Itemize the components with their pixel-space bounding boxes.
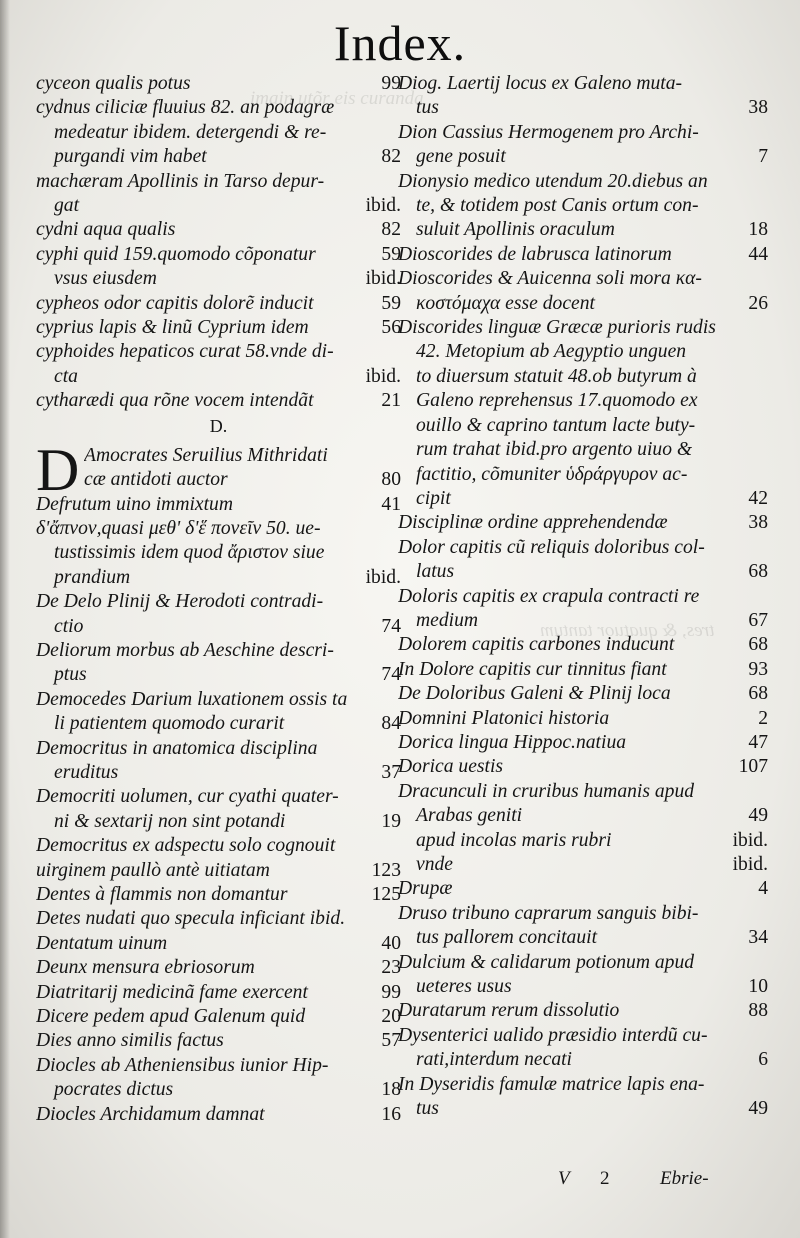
entry-line: cyphi quid 159.quomodo cõponatur bbox=[36, 243, 316, 265]
entry-line: Dolor capitis cũ reliquis doloribus col- bbox=[398, 536, 705, 558]
entry-line: κοστόμαχα esse docent bbox=[416, 292, 595, 314]
entry-page-ref: 7 bbox=[758, 146, 768, 168]
entry-page-ref: 18 bbox=[748, 219, 768, 241]
entry-line: ouillo & caprino tantum lacte buty- bbox=[416, 414, 696, 436]
entry-line: Dion Cassius Hermogenem pro Archi- bbox=[398, 121, 699, 143]
entry-page-ref: 88 bbox=[748, 1000, 768, 1022]
entry-line: uirginem paullò antè uitiatam bbox=[36, 859, 270, 881]
entry-line: Deunx mensura ebriosorum bbox=[36, 957, 255, 979]
entry-line: suluit Apollinis oraculum bbox=[416, 219, 615, 241]
entry-page-ref: 38 bbox=[748, 512, 768, 534]
entry-line: ptus bbox=[54, 664, 87, 686]
entry-line: cypheos odor capitis dolorẽ inducit bbox=[36, 292, 314, 314]
entry-line: factitio, cõmuniter ὑδράργυρον ac- bbox=[416, 463, 688, 485]
entry-line: Dioscorides & Auicenna soli mora κα- bbox=[398, 268, 702, 290]
entry-line: cæ antidoti auctor bbox=[84, 469, 228, 491]
entry-line: In Dyseridis famulæ matrice lapis ena- bbox=[398, 1073, 705, 1095]
index-entry bbox=[36, 389, 401, 413]
entry-page-ref: 47 bbox=[748, 731, 768, 753]
entry-page-ref: 19 bbox=[381, 810, 401, 832]
entry-line: tustissimis idem quod ἄριστον siue bbox=[54, 542, 325, 564]
entry-page-ref: 40 bbox=[381, 932, 401, 954]
entry-page-ref: 74 bbox=[381, 615, 401, 637]
entry-line: Dicere pedem apud Galenum quid bbox=[36, 1006, 306, 1028]
index-entry bbox=[398, 511, 768, 535]
page-title: Index. bbox=[333, 15, 467, 71]
entry-line: apud incolas maris rubri bbox=[416, 829, 612, 851]
index-entry bbox=[398, 585, 768, 634]
entry-page-ref: 16 bbox=[381, 1103, 401, 1125]
index-entry bbox=[398, 682, 768, 706]
entry-page-ref: 26 bbox=[748, 292, 768, 314]
entry-page-ref: 82 bbox=[381, 219, 401, 241]
entry-page-ref: 56 bbox=[381, 317, 401, 339]
index-entry bbox=[36, 907, 401, 931]
index-entry bbox=[398, 731, 768, 755]
index-entry bbox=[398, 780, 768, 829]
entry-page-ref: 6 bbox=[758, 1049, 768, 1071]
index-entry-dropcap bbox=[36, 436, 401, 503]
index-column-left bbox=[36, 72, 401, 1127]
entry-line: eruditus bbox=[54, 761, 119, 783]
entry-page-ref: 82 bbox=[381, 146, 401, 168]
drop-capital: D bbox=[36, 436, 80, 503]
entry-page-ref: 80 bbox=[381, 469, 401, 491]
index-entry bbox=[36, 170, 401, 219]
entry-page-ref: 99 bbox=[381, 73, 401, 94]
index-entry bbox=[398, 853, 768, 877]
entry-line: δ'ἄπνον,quasi μεθ' δ'ἕ πονεῖν 50. ue- bbox=[36, 517, 321, 539]
entry-line: cta bbox=[54, 365, 78, 387]
index-entry bbox=[36, 932, 401, 956]
index-entry bbox=[398, 829, 768, 853]
page-number: 2 bbox=[600, 1168, 610, 1189]
entry-line: Arabas geniti bbox=[416, 805, 523, 827]
entry-page-ref: 41 bbox=[381, 493, 401, 515]
index-entry bbox=[36, 340, 401, 389]
entry-line: te, & totidem post Canis ortum con- bbox=[416, 195, 699, 217]
entry-line: purgandi vim habet bbox=[54, 146, 207, 168]
entry-line: medeatur ibidem. detergendi & re- bbox=[54, 121, 327, 143]
entry-page-ref: 49 bbox=[748, 805, 768, 827]
entry-line: Dies anno similis factus bbox=[36, 1030, 224, 1052]
entry-page-ref: 38 bbox=[748, 97, 768, 119]
entry-line: Detes nudati quo specula inficiant ibid. bbox=[36, 908, 346, 930]
entry-line: De Delo Plinij & Herodoti contradi- bbox=[36, 591, 324, 613]
entry-page-ref: 20 bbox=[381, 1006, 401, 1028]
entry-line: cyphoides hepaticos curat 58.vnde di- bbox=[36, 341, 334, 363]
entry-line: Domnini Platonici historia bbox=[398, 707, 610, 729]
index-entry bbox=[398, 316, 768, 511]
entry-line: cyprius lapis & linũ Cyprium idem bbox=[36, 317, 309, 339]
index-entry bbox=[398, 243, 768, 267]
entry-line: li patientem quomodo curarit bbox=[54, 713, 285, 735]
entry-line: ctio bbox=[54, 615, 84, 637]
index-entry bbox=[36, 1054, 401, 1103]
entry-page-ref: 37 bbox=[381, 761, 401, 783]
entry-line: cytharædi qua rõne vocem intendãt bbox=[36, 390, 314, 412]
bleed-through-text: imain utõr eis curanda bbox=[250, 88, 424, 109]
entry-line: Diocles ab Atheniensibus iunior Hip- bbox=[36, 1054, 329, 1076]
index-entry bbox=[398, 658, 768, 682]
entry-page-ref: 34 bbox=[748, 927, 768, 949]
entry-line: Deliorum morbus ab Aeschine descri- bbox=[36, 639, 334, 661]
index-entry bbox=[36, 981, 401, 1005]
index-entry bbox=[36, 956, 401, 980]
entry-line: Drupæ bbox=[398, 878, 453, 900]
entry-line: Democritus in anatomica disciplina bbox=[36, 737, 318, 759]
entry-line: De Doloribus Galeni & Plinij loca bbox=[398, 683, 671, 705]
index-entry bbox=[36, 834, 401, 883]
entry-page-ref: ibid. bbox=[365, 566, 401, 588]
index-entry bbox=[398, 633, 768, 657]
entry-line: Diocles Archidamum damnat bbox=[36, 1103, 265, 1125]
entry-line: Dysenterici ualido præsidio interdũ cu- bbox=[398, 1024, 708, 1046]
entry-line: tus bbox=[416, 1098, 439, 1120]
entry-line: Druso tribuno caprarum sanguis bibi- bbox=[398, 902, 699, 924]
index-entry bbox=[36, 493, 401, 517]
entry-page-ref: 59 bbox=[381, 292, 401, 314]
entry-line: prandium bbox=[54, 566, 131, 588]
entry-line: Dolorem capitis carbones inducunt bbox=[398, 634, 675, 656]
entry-line: Defrutum uino immixtum bbox=[36, 493, 234, 515]
entry-line: gene posuit bbox=[416, 146, 506, 168]
entry-line: 42. Metopium ab Aegyptio unguen bbox=[416, 341, 687, 363]
entry-page-ref: 99 bbox=[381, 981, 401, 1003]
section-letter: D. bbox=[209, 415, 228, 436]
entry-line: cyceon qualis potus bbox=[36, 73, 191, 94]
index-entry bbox=[36, 292, 401, 316]
entry-page-ref: ibid. bbox=[732, 854, 768, 875]
index-column-right bbox=[398, 72, 768, 1121]
index-entry bbox=[36, 1103, 401, 1127]
entry-line: tus bbox=[416, 97, 439, 119]
index-entry bbox=[398, 902, 768, 951]
entry-line: Amocrates Seruilius Mithridati bbox=[84, 444, 328, 466]
entry-page-ref: 125 bbox=[371, 884, 401, 905]
index-entry bbox=[398, 1024, 768, 1073]
entry-line: to diuersum statuit 48.ob butyrum à bbox=[416, 365, 697, 387]
entry-line: Dionysio medico utendum 20.diebus an bbox=[398, 170, 708, 192]
index-entry bbox=[36, 1005, 401, 1029]
signature-mark: V bbox=[558, 1168, 570, 1189]
entry-line: rum trahat ibid.pro argento uiuo & bbox=[416, 439, 693, 461]
entry-line: Dorica lingua Hippoc.natiua bbox=[398, 731, 627, 753]
entry-line: Democritus ex adspectu solo cognouit bbox=[36, 835, 336, 857]
entry-page-ref: 84 bbox=[381, 713, 401, 735]
entry-line: rati,interdum necati bbox=[416, 1049, 573, 1071]
entry-page-ref: 93 bbox=[748, 658, 768, 680]
entry-page-ref: 123 bbox=[371, 859, 401, 881]
entry-line: Dracunculi in cruribus humanis apud bbox=[398, 780, 695, 802]
index-entry bbox=[398, 267, 768, 316]
entry-line: Democriti uolumen, cur cyathi quater- bbox=[36, 786, 339, 808]
entry-line: Diatritarij medicinã fame exercent bbox=[36, 981, 308, 1003]
bleed-through-text: tres, & quatuor tantum bbox=[540, 620, 715, 641]
entry-line: Dioscorides de labrusca latinorum bbox=[398, 243, 672, 265]
entry-page-ref: 18 bbox=[381, 1079, 401, 1101]
entry-line: Dorica uestis bbox=[398, 756, 504, 778]
index-entry bbox=[36, 639, 401, 688]
entry-page-ref: 44 bbox=[748, 243, 768, 265]
index-entry bbox=[36, 218, 401, 242]
index-entry bbox=[398, 755, 768, 779]
entry-page-ref: 49 bbox=[748, 1098, 768, 1120]
entry-line: Dentes à flammis non domantur bbox=[36, 884, 288, 905]
index-entry bbox=[36, 590, 401, 639]
entry-line: ueteres usus bbox=[416, 976, 512, 998]
index-entry bbox=[36, 688, 401, 737]
index-entry bbox=[398, 536, 768, 585]
entry-page-ref: 67 bbox=[748, 609, 768, 631]
entry-page-ref: 68 bbox=[748, 683, 768, 705]
entry-line: tus pallorem concitauit bbox=[416, 927, 598, 949]
entry-line: machæram Apollinis in Tarso depur- bbox=[36, 170, 325, 192]
entry-line: Democedes Darium luxationem ossis ta bbox=[36, 688, 348, 710]
entry-page-ref: 2 bbox=[758, 707, 768, 729]
entry-line: Galeno reprehensus 17.quomodo ex bbox=[416, 390, 698, 412]
index-entry bbox=[36, 1029, 401, 1053]
entry-page-ref: 42 bbox=[748, 487, 768, 509]
index-entry bbox=[36, 96, 401, 169]
entry-line: Discorides linguæ Græcæ purioris rudis bbox=[398, 317, 716, 339]
entry-line: In Dolore capitis cur tinnitus fiant bbox=[398, 658, 667, 680]
entry-line: Dulcium & calidarum potionum apud bbox=[398, 951, 695, 973]
entry-page-ref: 74 bbox=[381, 664, 401, 686]
index-entry bbox=[36, 785, 401, 834]
index-entry bbox=[398, 999, 768, 1023]
entry-line: Duratarum rerum dissolutio bbox=[398, 1000, 620, 1022]
index-entry bbox=[36, 243, 401, 267]
entry-page-ref: 57 bbox=[381, 1030, 401, 1052]
entry-line: gat bbox=[54, 195, 80, 217]
entry-page-ref: ibid. bbox=[365, 365, 401, 387]
entry-line: vsus eiusdem bbox=[54, 268, 157, 290]
page-edge-shadow bbox=[0, 0, 10, 1238]
entry-line: Disciplinæ ordine apprehendendæ bbox=[398, 512, 668, 534]
index-entry bbox=[36, 316, 401, 340]
entry-page-ref: 23 bbox=[381, 957, 401, 979]
entry-line: medium bbox=[416, 609, 479, 631]
entry-page-ref: ibid. bbox=[365, 268, 401, 290]
index-entry bbox=[36, 517, 401, 590]
entry-line: Dentatum uinum bbox=[36, 932, 168, 954]
entry-line: vnde bbox=[416, 854, 453, 875]
index-entry bbox=[36, 883, 401, 907]
entry-page-ref: ibid. bbox=[365, 195, 401, 217]
catchword: Ebrie- bbox=[660, 1168, 709, 1189]
index-entry bbox=[398, 72, 768, 121]
index-entry bbox=[36, 737, 401, 786]
index-entry bbox=[36, 267, 401, 291]
index-entry bbox=[398, 1073, 768, 1122]
entry-line: cipit bbox=[416, 487, 451, 509]
index-entry bbox=[398, 707, 768, 731]
index-entry bbox=[398, 877, 768, 901]
entry-line: cydni aqua qualis bbox=[36, 219, 176, 241]
entry-page-ref: 21 bbox=[381, 390, 401, 412]
entry-page-ref: 10 bbox=[748, 976, 768, 998]
index-entry bbox=[36, 72, 401, 96]
entry-line: latus bbox=[416, 561, 455, 583]
entry-page-ref: 68 bbox=[748, 561, 768, 583]
entry-line: pocrates dictus bbox=[54, 1079, 174, 1101]
entry-page-ref: ibid. bbox=[732, 829, 768, 851]
entry-line: Doloris capitis ex crapula contracti re bbox=[398, 585, 700, 607]
index-entry bbox=[398, 121, 768, 170]
entry-page-ref: 59 bbox=[381, 243, 401, 265]
entry-page-ref: 68 bbox=[748, 634, 768, 656]
index-entry bbox=[398, 170, 768, 243]
entry-line: Diog. Laertij locus ex Galeno muta- bbox=[398, 73, 683, 94]
entry-page-ref: 4 bbox=[758, 878, 768, 900]
index-entry bbox=[398, 951, 768, 1000]
entry-page-ref: 107 bbox=[738, 756, 768, 778]
entry-line: ni & sextarij non sint potandi bbox=[54, 810, 286, 832]
entry-line: cydnus ciliciæ fluuius 82. an podagræ bbox=[36, 97, 335, 119]
